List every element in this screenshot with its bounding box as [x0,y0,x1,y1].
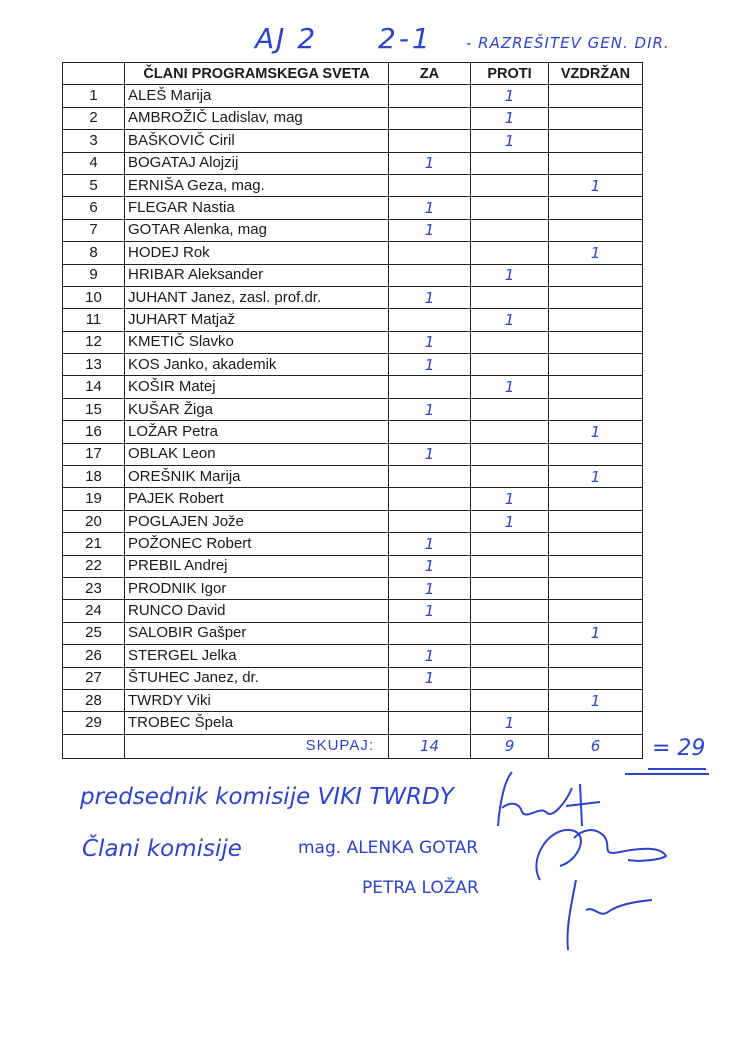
handwritten-vote-ref: 2-1 [378,22,433,55]
row-number: 10 [63,286,125,308]
member-name: POŽONEC Robert [125,533,389,555]
grand-total: = 29 [652,736,706,761]
column-header-proti: PROTI [471,63,549,85]
vote-vzdrzan: 1 [549,174,643,196]
member-name: HODEJ Rok [125,242,389,264]
member-name-2: PETRA LOŽAR [362,878,479,898]
row-number: 12 [63,331,125,353]
vote-za: 1 [389,443,471,465]
member-name: ERNIŠA Geza, mag. [125,174,389,196]
member-name: ŠTUHEC Janez, dr. [125,667,389,689]
row-number: 8 [63,242,125,264]
row-number: 23 [63,577,125,599]
row-number: 9 [63,264,125,286]
handwritten-header-note: - RAZREŠITEV GEN. DIR. [466,34,670,52]
row-number: 19 [63,488,125,510]
vote-za: 1 [389,197,471,219]
member-name: PRODNIK Igor [125,577,389,599]
member-name: TWRDY Viki [125,689,389,711]
row-number: 16 [63,421,125,443]
vote-proti: 1 [471,510,549,532]
vote-proti: 1 [471,264,549,286]
row-number: 26 [63,645,125,667]
row-number: 24 [63,600,125,622]
vote-vzdrzan: 1 [549,622,643,644]
member-name: FLEGAR Nastia [125,197,389,219]
member-name: STERGEL Jelka [125,645,389,667]
member-name: ALEŠ Marija [125,85,389,107]
member-1-signature [536,830,666,880]
row-number: 13 [63,354,125,376]
vote-vzdrzan: 1 [549,466,643,488]
member-name: JUHART Matjaž [125,309,389,331]
member-name: BAŠKOVIČ Ciril [125,130,389,152]
row-number: 11 [63,309,125,331]
members-label: Člani komisije [82,836,242,862]
column-header-za: ZA [389,63,471,85]
chair-label: predsednik komisije VIKI TWRDY [80,784,454,810]
vote-proti: 1 [471,712,549,734]
member-name: PREBIL Andrej [125,555,389,577]
row-number: 27 [63,667,125,689]
vote-za: 1 [389,152,471,174]
vote-proti: 1 [471,130,549,152]
vote-za: 1 [389,398,471,420]
column-header-members: ČLANI PROGRAMSKEGA SVETA [125,63,389,85]
row-number: 17 [63,443,125,465]
chair-signature [498,772,600,826]
vote-proti: 1 [471,85,549,107]
member-name: AMBROŽIČ Ladislav, mag [125,107,389,129]
member-name: BOGATAJ Alojzij [125,152,389,174]
vote-vzdrzan: 1 [549,242,643,264]
vote-proti: 1 [471,488,549,510]
total-proti: 9 [471,734,549,758]
member-name: PAJEK Robert [125,488,389,510]
vote-za: 1 [389,533,471,555]
vote-za: 1 [389,600,471,622]
member-name: GOTAR Alenka, mag [125,219,389,241]
row-number: 4 [63,152,125,174]
row-number: 5 [63,174,125,196]
totals-label: SKUPAJ: [125,734,389,758]
row-number: 20 [63,510,125,532]
row-number: 15 [63,398,125,420]
row-number: 1 [63,85,125,107]
member-name-1: mag. ALENKA GOTAR [298,838,479,858]
row-number: 7 [63,219,125,241]
member-name: JUHANT Janez, zasl. prof.dr. [125,286,389,308]
row-number: 14 [63,376,125,398]
vote-vzdrzan: 1 [549,421,643,443]
row-number: 29 [63,712,125,734]
column-header-vzdrzan: VZDRŽAN [549,63,643,85]
member-name: TROBEC Špela [125,712,389,734]
vote-proti: 1 [471,107,549,129]
member-name: OREŠNIK Marija [125,466,389,488]
member-name: OBLAK Leon [125,443,389,465]
member-name: RUNCO David [125,600,389,622]
member-name: KMETIČ Slavko [125,331,389,353]
member-name: HRIBAR Aleksander [125,264,389,286]
row-number: 21 [63,533,125,555]
row-number: 22 [63,555,125,577]
vote-za: 1 [389,645,471,667]
total-vzdrzan: 6 [549,734,643,758]
member-name: KOS Janko, akademik [125,354,389,376]
row-number: 18 [63,466,125,488]
row-number: 28 [63,689,125,711]
vote-za: 1 [389,577,471,599]
row-number: 6 [63,197,125,219]
member-name: KUŠAR Žiga [125,398,389,420]
total-za: 14 [389,734,471,758]
member-2-signature [567,880,652,950]
vote-za: 1 [389,667,471,689]
vote-za: 1 [389,354,471,376]
vote-proti: 1 [471,376,549,398]
vote-za: 1 [389,555,471,577]
row-number: 25 [63,622,125,644]
row-number: 3 [63,130,125,152]
vote-za: 1 [389,331,471,353]
member-name: POGLAJEN Jože [125,510,389,532]
member-name: KOŠIR Matej [125,376,389,398]
vote-proti: 1 [471,309,549,331]
member-name: LOŽAR Petra [125,421,389,443]
vote-za: 1 [389,286,471,308]
vote-za: 1 [389,219,471,241]
row-number: 2 [63,107,125,129]
member-name: SALOBIR Gašper [125,622,389,644]
vote-vzdrzan: 1 [549,689,643,711]
handwritten-agenda-code: AJ 2 [255,22,318,55]
